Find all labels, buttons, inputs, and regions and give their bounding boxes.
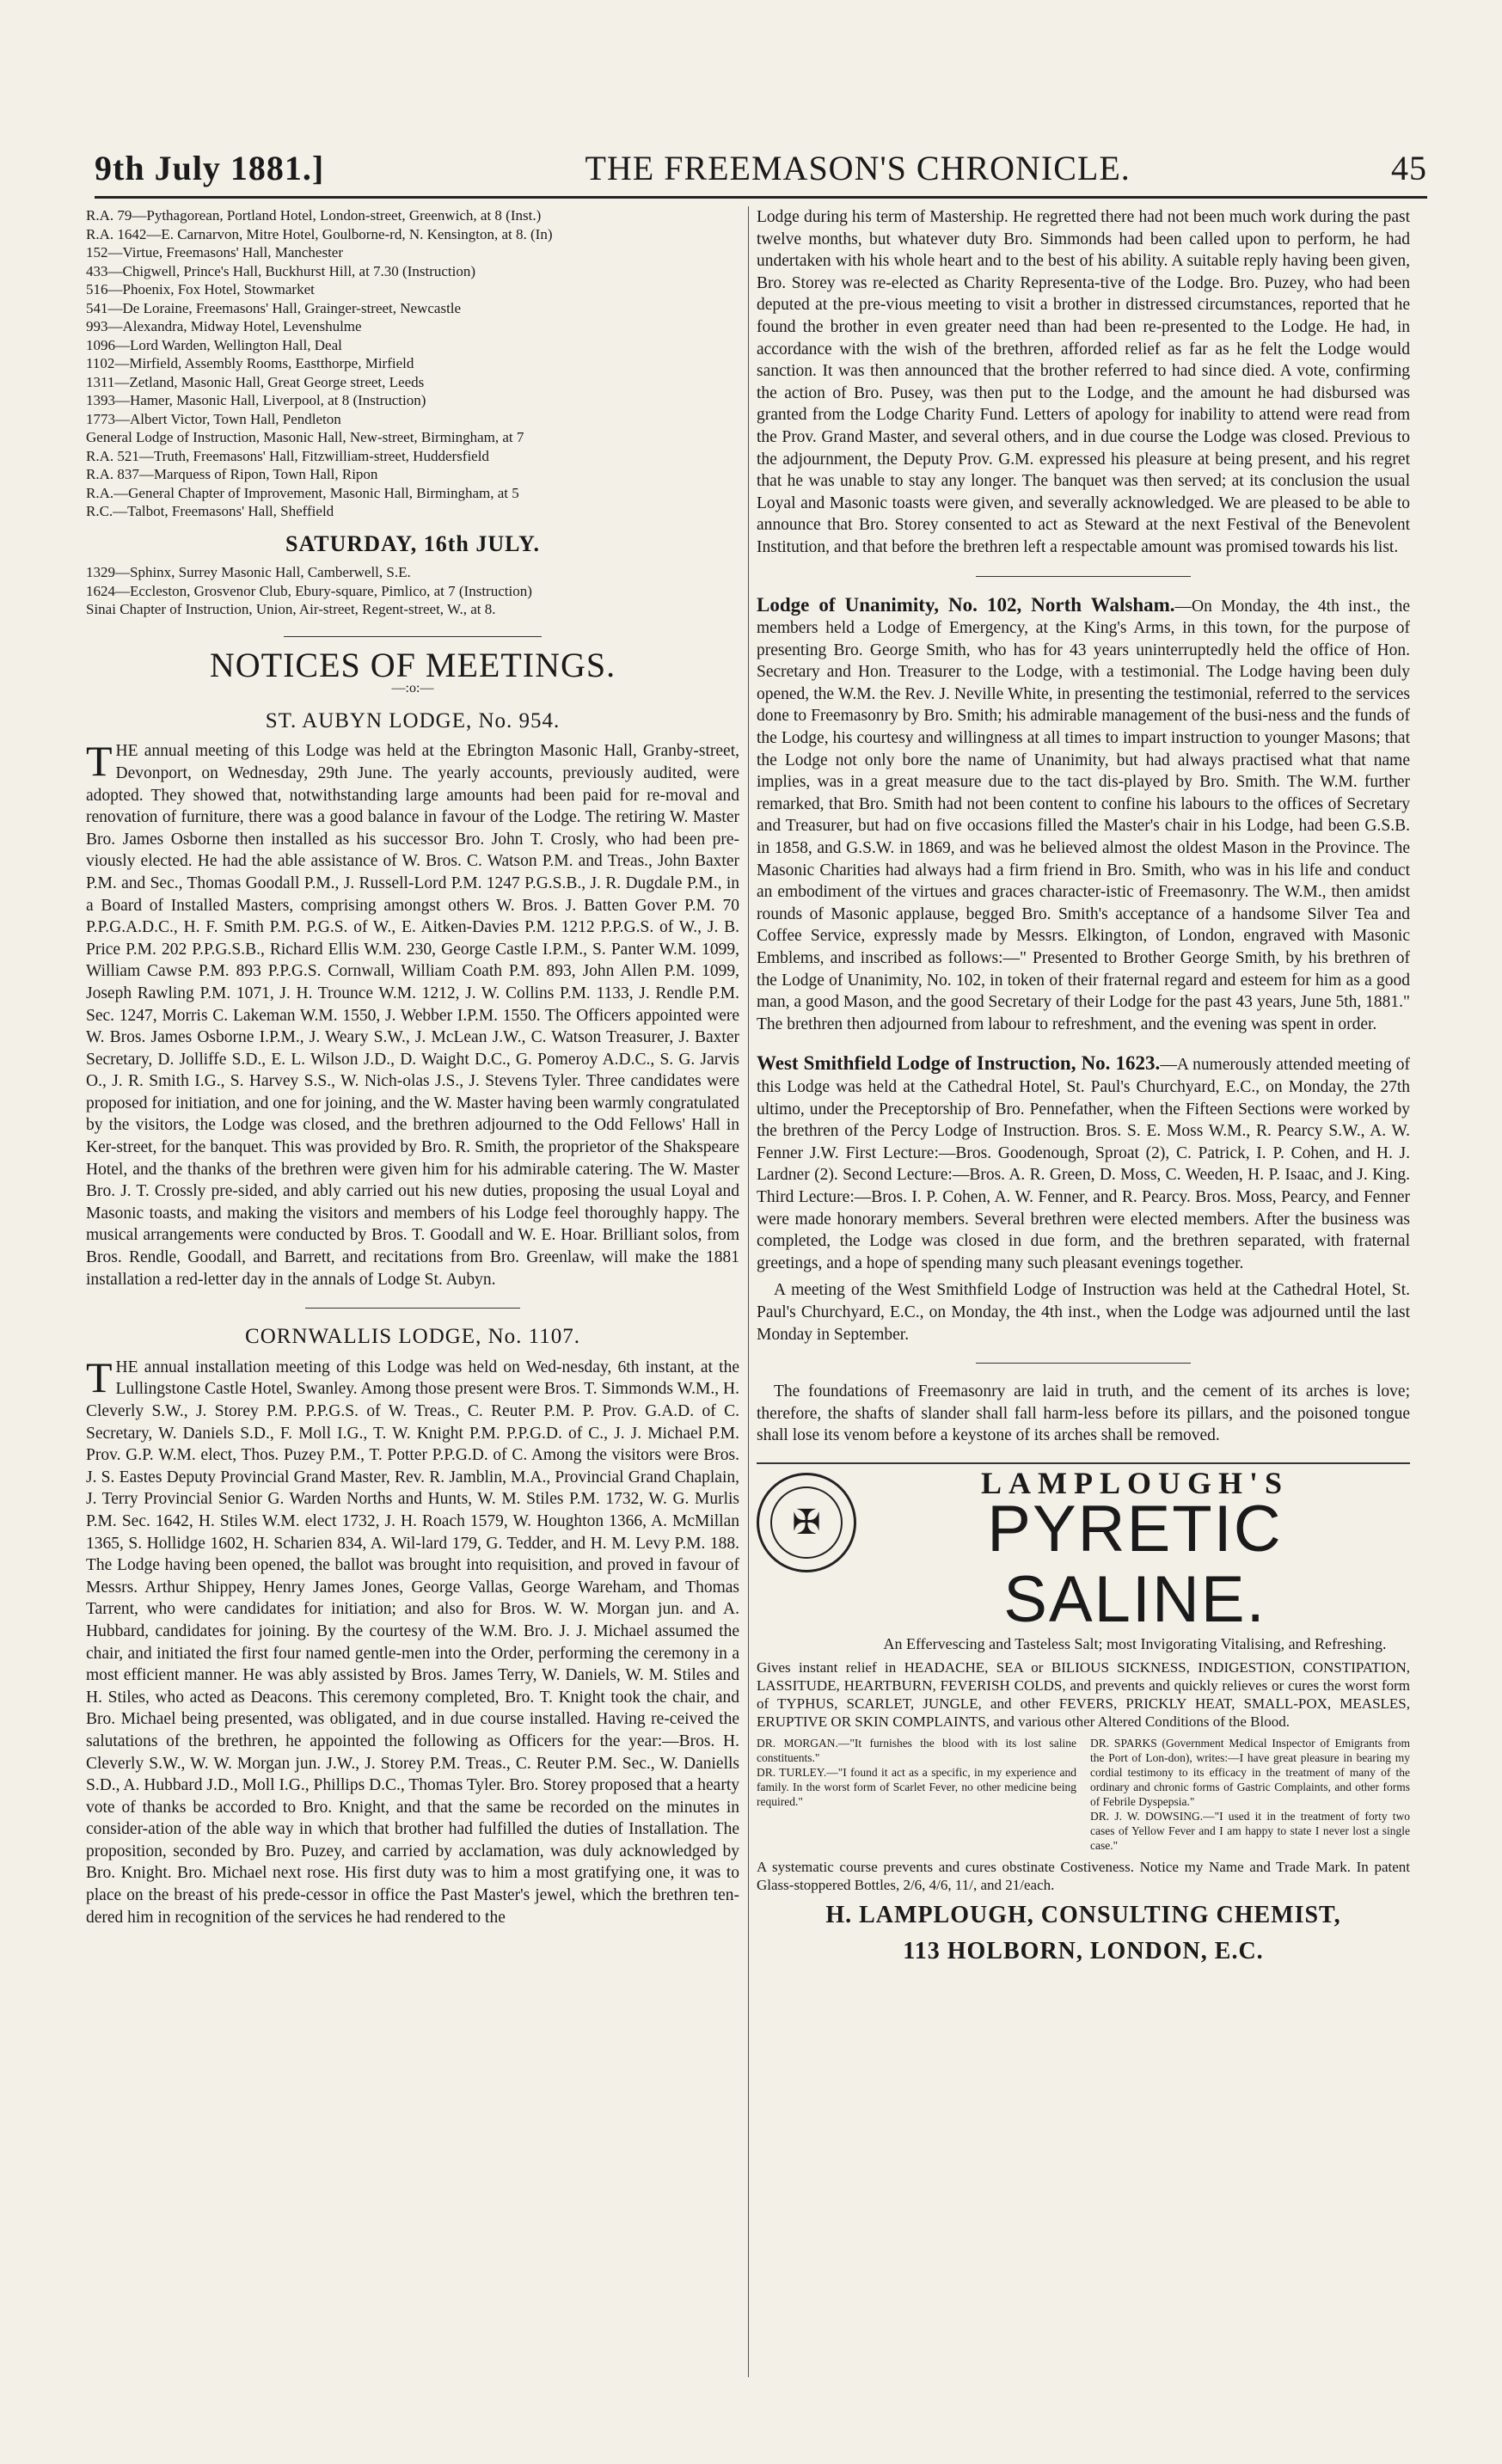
cornwallis-article: THE annual installation meeting of this Lodge was held on Wed-nesday, 6th instant, at the Lullingstone Castle Hotel, Swanley. Among those present were Bros. T. Simmonds W.M., H. Cleverly S.W., J. Storey P.M. P.P.G.S. of W. Treas., C. Reuter P.M. P. Prov. G.A.D. of C. Secretary, W. Daniels S.D., F. Moll I.G., T. W. Knight P.M. P.P.G.D. of C., J. J. Michael P.M. Prov. G.P. W.M. elect, Thos. Puzey P.M., T. Potter P.P.G.D. of C. Among the visitors were Bros. J. S. Eastes Deputy Provincial Grand Master, Rev. R. Jamblin, M.A., Provincial Grand Chaplain, J. Terry Provincial Senior G. Warden Norths and Hunts, W. M. Stiles P.M. 1732, W. G. Murlis P.M. Sec. 1642, H. Stiles W.M. elect 1732, J. H. Roach 1579, W. Houghton 1366, A. McMillan 1365, S. Hollidge 1602, H. Scharien 834, A. Wil-lard 179, G. Tedder, and H. M. Levy P.M. 188. The Lodge having been opened, the ballot was brought into requisition, and proved in favour of Messrs. Arthur Shippey, Henry James Jones, George Vallas, George Wareham, and Thomas Tarrent, who were candidates for initiation; and also for Bros. W. W. Morgan jun. and A. Hubbard, candidates for joining. By the courtesy of the W.M. Bro. J. J. Michael assumed the chair, and initiated the first four named gentle-men into the Order, performing the ceremony in a most efficient manner. He was ably assisted by Bros. James Terry, W. Daniels, W. M. Stiles and H. Stiles, who acted as Deacons. This ceremony completed, Bro. T. Knight took the chair, and Bro. Michael being presented, was obligated, and in due course installed. Having re-ceived the salutations of the brethren, he appointed the following as Officers for the year:—Bros. H. Cleverly S.W., W. W. Morgan jun. J.W., J. Storey P.M. Treas., C. Reuter P.M. Sec., W. Daniells S.D., A. Hubbard J.D., Moll I.G., Phillips D.C., Thomas Tyler. Bro. Storey proposed that a hearty vote of thanks be accorded to Bro. Knight, and that the same be recorded on the minutes in consider-ation of the able way in which that brother had fulfilled the duties of Installation. The proposition, seconded by Bro. Puzey, and carried by acclamation, was duly acknowledged by Bro. Knight. Bro. Michael next rose. His first duty was to him a most gratifying one, it was to place on the breast of his prede-cessor in office the Past Master's jewel, which the brethren ten-dered him in recognition of the services he had rendered to the	[86, 1352, 739, 1927]
header-date: 9th July 1881.]	[95, 148, 325, 187]
list-item: R.A. 1642—E. Carnarvon, Mitre Hotel, Goulborne-rd, N. Kensington, at 8. (In)	[86, 225, 553, 242]
header-rule	[95, 196, 1427, 199]
testimonial-column	[1090, 1736, 1410, 1853]
advert-tagline: An Effervescing and Tasteless Salt; most Invigorating Vitalising, and Refreshing.	[883, 1635, 1387, 1653]
list-item: 1624—Eccleston, Grosvenor Club, Ebury-square, Pimlico, at 7 (Instruction)	[86, 582, 532, 599]
pyretic-saline-advert	[757, 1465, 1410, 1967]
lodge-list-saturday	[86, 563, 739, 619]
section-divider	[284, 636, 542, 637]
list-item: 433—Chigwell, Prince's Hall, Buckhurst Hill, at 7.30 (Instruction)	[86, 262, 476, 279]
advert-body: Gives instant relief in HEADACHE, SEA or BILIOUS SICKNESS, INDIGESTION, CONSTIPATION, LASSITUDE, HEARTBURN, FEVERISH COLDS, and prevents and quickly relieves or cures the worst form of TYPHUS, SCARLET, JUNGLE, and other FEVERS, PRICKLY HEAT, SMALL-POX, MEASLES, ERUPTIVE OR SKIN COMPLAINTS, and various other Altered Conditions of the Blood.	[757, 1659, 1410, 1731]
left-column	[86, 206, 739, 1934]
list-item: Sinai Chapter of Instruction, Union, Air-street, Regent-street, W., at 8.	[86, 601, 496, 618]
section-divider	[976, 1363, 1191, 1364]
list-item: R.A. 521—Truth, Freemasons' Hall, Fitzwilliam-street, Huddersfield	[86, 447, 489, 464]
list-item: R.A.—General Chapter of Improvement, Masonic Hall, Birmingham, at 5	[86, 484, 519, 501]
list-item: 1329—Sphinx, Surrey Masonic Hall, Camberwell, S.E.	[86, 564, 411, 581]
unanimity-heading: Lodge of Unanimity, No. 102, North Walsham.	[757, 593, 1175, 616]
header-title: THE FREEMASON'S CHRONICLE.	[585, 148, 1131, 187]
cornwallis-heading: CORNWALLIS LODGE, No. 1107.	[245, 1325, 580, 1349]
notices-ornament: —:o:—	[391, 681, 434, 696]
testimonial: DR. TURLEY.—"I found it act as a specific, in my experience and family. In the worst form of Scarlet Fever, no other medicine being required."	[757, 1766, 1076, 1809]
advert-maker: H. LAMPLOUGH, CONSULTING CHEMIST,	[825, 1902, 1341, 1929]
advert-product: PYRETIC SALINE.	[987, 1492, 1283, 1637]
section-divider	[976, 576, 1191, 577]
notices-heading: NOTICES OF MEETINGS.	[209, 645, 616, 684]
aubyn-heading: ST. AUBYN LODGE, No. 954.	[265, 708, 561, 732]
testimonial: DR. SPARKS (Government Medical Inspector of Emigrants from the Port of Lon-don), writes:—I have great pleasure in bearing my cordial testimony to its efficacy in the treatment of many of the ordinary and chronic forms of Gastric Complaints, and other forms of Febrile Dyspepsia."	[1090, 1737, 1410, 1809]
smithfield-article	[757, 1052, 1410, 1274]
list-item: 152—Virtue, Freemasons' Hall, Manchester	[86, 244, 343, 260]
right-column	[757, 206, 1410, 1966]
list-item: R.C.—Talbot, Freemasons' Hall, Sheffield	[86, 503, 334, 519]
list-item: R.A. 79—Pythagorean, Portland Hotel, London-street, Greenwich, at 8 (Inst.)	[86, 207, 542, 224]
trade-mark-seal-icon	[757, 1473, 856, 1572]
aubyn-article: THE annual meeting of this Lodge was held at the Ebrington Masonic Hall, Granby-street, Devonport, on Wednesday, 29th June. The yearly accounts, previously audited, were adopted. They showed that, notwithstanding large amounts had been paid for re-moval and renovation of furniture, there was a good balance in favour of the Lodge. The retiring W. Master Bro. James Osborne then installed as his successor Bro. John T. Crosly, who had been pre-viously elected. He had the able assistance of W. Bros. C. Watson P.M. and Treas., John Baxter P.M. and Sec., Thomas Goodall P.M., J. Russell-Lord P.M. 1247 P.G.S.B., J. R. Dugdale P.M., in a Board of Installed Masters, comprising amongst others W. Bros. J. Batten Gover P.M. 70 P.P.G.A.D.C., H. F. Smith P.M. P.G.S. of W., E. Aitken-Davies P.M. 1212 P.P.G.S. of W., J. B. Price P.M. 202 P.P.G.S.B., Richard Ellis W.M. 230, George Castle I.P.M., S. Panter W.M. 1099, William Cawse P.M. 893 P.P.G.S. Cornwall, William Coath P.M. 893, John Allen P.M. 1099, Joseph Rawling P.M. 1071, J. H. Trounce W.M. 1212, J. W. Collins P.M. 1133, J. Rendle P.M. Sec. 1247, Morris C. Lakeman W.M. 1550, J. Webber I.P.M. 1550. The Officers appointed were W. Bros. James Osborne I.P.M., J. Weary S.W., J. McLean J.W., C. Watson Treasurer, J. Baxter Secretary, D. Jolliffe S.D., E. L. Wilson J.D., D. Waight D.C., G. Pomeroy A.D.C., S. G. Jarvis O., J. R. Smith I.G., S. Harvey S.S., W. Nich-olas J.S., J. Stevens Tyler. Three candidates were proposed for initiation, and one for joining, and the W. Master having been warmly congratulated by the visitors, the Lodge was closed, and the brethren adjourned to the Odd Fellows' Hall in Ker-street, for the banquet. This was provided by Bro. R. Smith, the proprietor of the Shakspeare Hotel, and the thanks of the brethren were given him for his admirable catering. The W. Master Bro. J. T. Crossly pre-sided, and ably carried out his new duties, proposing the usual Loyal and Masonic toasts, and making the visitors and members of his Lodge feel thoroughly happy. The musical arrangements were conducted by Bros. T. Goodall and W. E. Hoar. Brilliant solos, from Bros. Rendle, Goodall, and Barrett, and recitations from Bro. Greenlaw, will make the 1881 installation a red-letter day in the annals of Lodge St. Aubyn.	[86, 737, 739, 1289]
header-page-number: 45	[1390, 148, 1427, 187]
smithfield-heading: West Smithfield Lodge of Instruction, No. 1623.	[757, 1052, 1161, 1075]
advert-title: LAMPLOUGH'S	[980, 1465, 1290, 1500]
column-divider	[748, 206, 749, 2377]
list-item: R.A. 837—Marquess of Ripon, Town Hall, Ripon	[86, 466, 378, 482]
advert-notice: A systematic course prevents and cures obstinate Costiveness. Notice my Name and Trade Mark. In patent Glass-stoppered Bottles, 2/6, 4/6, 11/, and 21/each.	[757, 1859, 1410, 1894]
list-item: 993—Alexandra, Midway Hotel, Levenshulme	[86, 318, 362, 334]
list-item: 1311—Zetland, Masonic Hall, Great George street, Leeds	[86, 373, 425, 390]
list-item: 1096—Lord Warden, Wellington Hall, Deal	[86, 336, 342, 353]
testimonial-column	[757, 1736, 1076, 1853]
section-divider	[305, 1308, 520, 1309]
page-header	[95, 142, 1427, 193]
testimonial: DR. J. W. DOWSING.—"I used it in the treatment of forty two cases of Yellow Fever and I am happy to state I never lost a single case."	[1090, 1810, 1410, 1853]
list-item: 1773—Albert Victor, Town Hall, Pendleton	[86, 410, 341, 427]
advert-address: 113 HOLBORN, LONDON, E.C.	[903, 1938, 1264, 1965]
smithfield-body: —A numerously attended meeting of this Lodge was held at the Cathedral Hotel, St. Paul's Churchyard, E.C., on Monday, the 27th ultimo, under the Preceptorship of Bro. Pennefather, when the Fifteen Sections were worked by the brethren of the Percy Lodge of Instruction. Bros. S. E. Moss W.M., R. Pearcy S.W., A. W. Fenner J.W. First Lecture:—Bros. Goodenough, Sproat (2), C. Patrick, I. P. Cohen, and H. J. Lardner (2). Second Lecture:—Bros. A. R. Green, D. Moss, C. Weeden, H. P. Isaac, and J. King. Third Lecture:—Bros. I. P. Cohen, A. W. Fenner, and R. Pearcy. Bros. Moss, Pearcy, and Fenner were made honorary members. Several brethren were elected members. After the business was completed, the Lodge was closed in due form, and the brethren separated, with fraternal greetings, and a hope of spending many such pleasant evenings together.	[757, 1056, 1411, 1272]
unanimity-article	[757, 594, 1410, 1036]
advert-testimonials	[757, 1736, 1410, 1853]
smithfield-article-2: A meeting of the West Smithfield Lodge of Instruction was held at the Cathedral Hotel, St. Paul's Churchyard, E.C., on Monday, the 4th inst., when the Lodge was adjourned until the last Monday in September.	[757, 1281, 1410, 1344]
advert-rule	[757, 1462, 1410, 1464]
testimonial: DR. MORGAN.—"It furnishes the blood with its lost saline constituents."	[757, 1737, 1076, 1765]
list-item: 1102—Mirfield, Assembly Rooms, Eastthorpe, Mirfield	[86, 355, 414, 371]
saturday-heading: SATURDAY, 16th JULY.	[285, 530, 540, 556]
list-item: General Lodge of Instruction, Masonic Hall, New-street, Birmingham, at 7	[86, 429, 524, 445]
crest-icon: ✠	[770, 1486, 843, 1559]
list-item: 541—De Loraine, Freemasons' Hall, Grainger-street, Newcastle	[86, 299, 462, 316]
list-item: 516—Phoenix, Fox Hotel, Stowmarket	[86, 281, 315, 297]
unanimity-body: —On Monday, the 4th inst., the members held a Lodge of Emergency, at the King's Arms, in this town, for the purpose of presenting Bro. George Smith, who has for 43 years uninterruptedly held the office of Hon. Secretary and Hon. Treasurer to the Lodge, with a testimonial. The Lodge having been duly opened, the W.M. the Rev. J. Neville White, in presenting the testimonial, referred to the services done to Freemasonry by Bro. Smith; his admirable management of the busi-ness and the funds of the Lodge, his courtesy and willingness at all times to impart instruction to younger Masons; that the Lodge not only bore the name of Unanimity, but had always practised what that name implies, was in a great measure due to the tact dis-played by Bro. Smith. The W.M. further remarked, that Bro. Smith had not been content to confine his labours to the offices of Secretary and Treasurer, but had on five occasions filled the Master's chair in his Lodge, had been G.S.B. in 1858, and G.S.W. in 1869, and was he believed almost the oldest Mason in the Province. The Masonic Charities had always had a firm friend in Bro. Smith, who was in his life and conduct an embodiment of the virtues and graces character-istic of Freemasonry. The W.M., then amidst rounds of Masonic applause, begged Bro. Smith's acceptance of a handsome Silver Tea and Coffee Service, expressly made by Messrs. Elkington, of London, engraved with Masonic Emblems, and inscribed as follows:—" Presented to Brother George Smith, by his brethren of the Lodge of Unanimity, No. 102, in token of their fraternal regard and esteem for him as a good man, a good Mason, and the good Secretary of their Lodge for the past 43 years, June 5th, 1881." The brethren then adjourned from labour to refreshment, and the evening was spent in order.	[757, 597, 1411, 1033]
freemasonry-quote: The foundations of Freemasonry are laid in truth, and the cement of its arches is love; therefore, the shafts of slander shall fall harm-less before its pillars, and the poisoned tongue shall lose its venom before a keystone of its arches shall be removed.	[757, 1382, 1410, 1445]
list-item: 1393—Hamer, Masonic Hall, Liverpool, at 8 (Instruction)	[86, 392, 426, 408]
lodge-list-friday	[86, 206, 739, 521]
cornwallis-continuation: Lodge during his term of Mastership. He regretted there had not been much work during the past twelve months, but whatever duty Bro. Simmonds had been called upon to perform, he had undertaken with his whole heart and to the best of his ability. A suitable reply having been given, Bro. Storey was re-elected as Charity Representa-tive of the Lodge. Bro. Puzey, who had been deputed at the pre-vious meeting to visit a brother in distressed circumstances, reported that he found the brother in even greater need than had been re-presented to the Lodge. He had, in accordance with the wish of the brethren, afforded relief as far as he felt the Lodge would sanction. It was then announced that the brother referred to had since died. A vote, confirming the action of Bro. Pusey, was then put to the Lodge, and the amount he had disbursed was granted from the Lodge Charity Fund. Letters of apology for inability to attend were read from the Prov. Grand Master, and several others, and in due course the Lodge was closed. Previous to the adjournment, the Deputy Prov. G.M. expressed his pleasure at being present, and his regret that he was unable to stay any longer. The banquet was then served; at its conclusion the usual Loyal and Masonic toasts were given, and severally acknowledged. We are pleased to be able to announce that Bro. Storey consented to act as Steward at the next Festival of the Benevolent Institution, and that before the brethren left a respectable amount was promised towards his list.	[757, 208, 1410, 556]
